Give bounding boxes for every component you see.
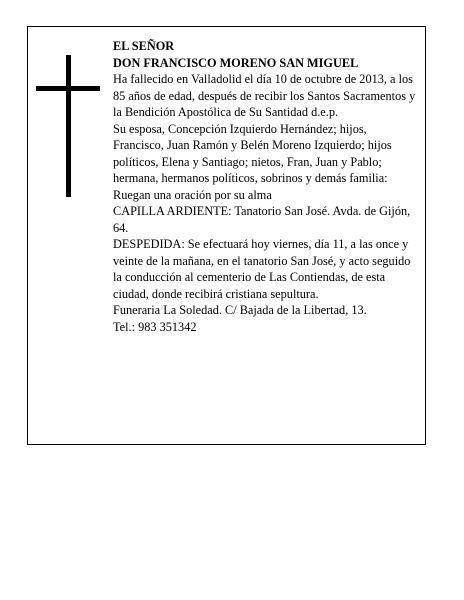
cross-vertical-bar (66, 55, 71, 197)
farewell-info: DESPEDIDA: Se efectuará hoy viernes, día 11, a las once y veinte de la mañana, en el tanatorio San José, y acto seguido la conducción al cementerio de Las Contiendas, de esta ciudad, donde recibirá cristiana sepultura. (113, 237, 411, 301)
obituary-text (113, 38, 419, 335)
funeral-home: Funeraria La Soledad. C/ Bajada de la Libertad, 13. (113, 303, 367, 317)
obituary-title-line-1: EL SEÑOR (113, 39, 175, 53)
family-list: Su esposa, Concepción Izquierdo Hernández; hijos, Francisco, Juan Ramón y Belén Moreno Izquierdo; hijos políticos, Elena y Santiago; nietos, Fran, Juan y Pablo; hermana, hermanos políticos, sobrinos y demás familia: (113, 121, 392, 185)
phone-number: Tel.: 983 351342 (113, 319, 197, 334)
cross-horizontal-bar (36, 86, 100, 91)
deceased-name: DON FRANCISCO MORENO SAN MIGUEL (113, 55, 359, 70)
prayer-request: Ruegan una oración por su alma (113, 187, 272, 202)
chapel-info: CAPILLA ARDIENTE: Tanatorio San José. Avda. de Gijón, 64. (113, 204, 411, 235)
death-announcement: Ha fallecido en Valladolid el día 10 de octubre de 2013, a los 85 años de edad, después de recibir los Santos Sacramentos y la Bendición Apostólica de Su Santidad d.e.p. (113, 72, 416, 119)
cross-icon (36, 55, 100, 197)
